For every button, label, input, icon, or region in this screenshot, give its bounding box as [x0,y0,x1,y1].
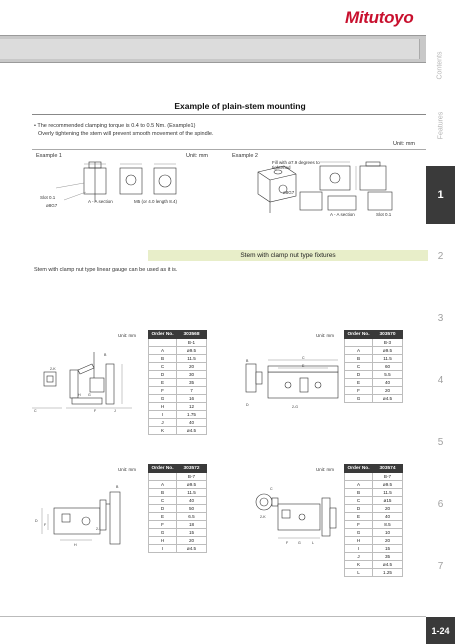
fixture1-sub: B-1 [177,339,207,347]
svg-text:2-K: 2-K [50,367,56,371]
svg-text:G: G [298,541,301,545]
fixture4-drawing [236,478,348,550]
fixture4-table [344,464,403,577]
svg-text:B: B [246,359,249,363]
mounting-sub-rule [32,149,426,150]
table-row: C 40 [149,497,207,505]
table-row: D 30 [149,371,207,379]
table-row: H 20 [149,537,207,545]
table-row: F 18 [149,521,207,529]
table-row: C 60 [345,363,403,371]
page-number: 1-24 [426,617,455,644]
fixture2-order-no: 303570 [373,331,403,339]
clamp-section-title: Stem with clamp nut type fixtures [148,250,428,261]
table-row: D 50 [149,505,207,513]
svg-text:C: C [34,409,37,413]
brand-logo: Mitutoyo [345,8,414,27]
fixture3-drawing [32,478,144,550]
table-row: I 1.75 [149,411,207,419]
table-row: L 1.25 [345,569,403,577]
tab-section-2[interactable]: 2 [437,250,444,262]
svg-text:C: C [302,356,305,360]
ex1-slot-label: Slot 0.1 [40,195,56,200]
fixture3-table [148,464,207,553]
table-row: K ø4.5 [345,561,403,569]
tab-features[interactable]: Features [437,111,444,139]
fixture3-header-label: Order No. [149,465,177,473]
table-row: H 20 [345,537,403,545]
table-row: I ø4.5 [149,545,207,553]
header-band-inner [0,39,420,59]
tab-section-6[interactable]: 6 [437,498,444,510]
fixture2-drawing [236,350,348,410]
table-row: J 35 [345,553,403,561]
ex2-note: Fill with ø7.9 degrees to tightened [272,160,320,170]
fixture2-header-label: Order No. [345,331,373,339]
table-row: F 8.5 [345,521,403,529]
ex1-section-label: A - A section [88,199,113,204]
mounting-bullet-2: Overly tightening the stem will prevent smooth movement of the spindle. [38,131,214,137]
ex2-section-label: A - A section [330,212,355,217]
table-row: G 10 [345,529,403,537]
svg-text:B: B [104,353,107,357]
fixture2-unit: Unit: mm [316,333,334,338]
table-row: I 15 [345,545,403,553]
table-row: C ø15 [345,497,403,505]
svg-text:2-G: 2-G [292,405,298,409]
fixture1-header-label: Order No. [149,331,177,339]
tab-section-5[interactable]: 5 [437,436,444,448]
svg-text:C: C [270,487,273,491]
svg-text:D: D [246,403,249,407]
table-row: B 11.5 [345,489,403,497]
fixture2-table [344,330,403,403]
table-row: G 15 [149,529,207,537]
table-row: F 7 [149,387,207,395]
table-row: A ø9.5 [345,347,403,355]
table-row: C 20 [149,363,207,371]
tab-contents[interactable]: Contents [437,50,444,80]
ex1-screw-label: M5 (or 4.0 length 8.4) [134,199,178,204]
tab-section-7[interactable]: 7 [437,560,444,572]
fixture1-drawing [32,338,144,413]
svg-text:E: E [302,364,305,368]
table-row: E 40 [345,379,403,387]
fixture4-sub: B-7 [373,473,403,481]
clamp-description: Stem with clamp nut type linear gauge can be used as it is. [34,267,178,273]
fixture3-order-no: 303572 [177,465,207,473]
table-row: E 40 [345,513,403,521]
fixture4-unit: Unit: mm [316,467,334,472]
table-row: D 20 [345,505,403,513]
fixture4-order-no: 303574 [373,465,403,473]
ex2-bore-label: ø8G7 [283,190,295,195]
table-row: H 12 [149,403,207,411]
table-row: G ø4.5 [345,395,403,403]
tab-section-1[interactable]: 1 [426,166,455,224]
svg-text:2-K: 2-K [260,515,266,519]
svg-text:H: H [78,393,81,397]
table-row: D 5.5 [345,371,403,379]
mounting-unit: Unit: mm [393,141,415,147]
svg-text:H: H [74,543,77,547]
table-row: A ø9.5 [149,347,207,355]
table-row: E 35 [149,379,207,387]
table-row: E 6.5 [149,513,207,521]
svg-text:F: F [286,541,289,545]
table-row: B 11.5 [149,489,207,497]
example1-unit: Unit: mm [186,153,208,159]
table-row: A ø9.5 [149,481,207,489]
mounting-title-rule [32,114,426,115]
table-row: G 16 [149,395,207,403]
tab-section-3[interactable]: 3 [437,312,444,324]
example2-label: Example 2 [232,153,258,159]
svg-text:F: F [94,409,97,413]
svg-text:L: L [312,541,314,545]
svg-text:G: G [88,393,91,397]
table-row: J 40 [149,419,207,427]
table-row: A ø9.5 [345,481,403,489]
fixture4-header-label: Order No. [345,465,373,473]
tab-section-4[interactable]: 4 [437,374,444,386]
fixture3-unit: Unit: mm [118,467,136,472]
ex1-bore-label: ø8G7 [46,203,58,208]
fixture1-unit: Unit: mm [118,333,136,338]
table-row: B 11.5 [345,355,403,363]
footer-rule [0,616,426,617]
example1-label: Example 1 [36,153,62,159]
table-row: F 20 [345,387,403,395]
svg-text:2-I: 2-I [96,527,101,531]
table-row: K ø4.5 [149,427,207,435]
fixture1-table [148,330,207,435]
table-row: B 11.5 [149,355,207,363]
fixture1-order-no: 303568 [177,331,207,339]
svg-text:B: B [116,485,119,489]
mounting-bullet: • The recommended clamping torque is 0.4 to 0.5 Nm. (Example1) [34,123,196,129]
svg-text:F: F [44,523,47,527]
ex2-slot-label: Slot 0.1 [376,212,392,217]
svg-text:J: J [114,409,116,413]
svg-text:D: D [35,519,38,523]
mounting-title: Example of plain-stem mounting [174,101,306,111]
fixture2-sub: B-3 [373,339,403,347]
fixture3-sub: B-7 [177,473,207,481]
